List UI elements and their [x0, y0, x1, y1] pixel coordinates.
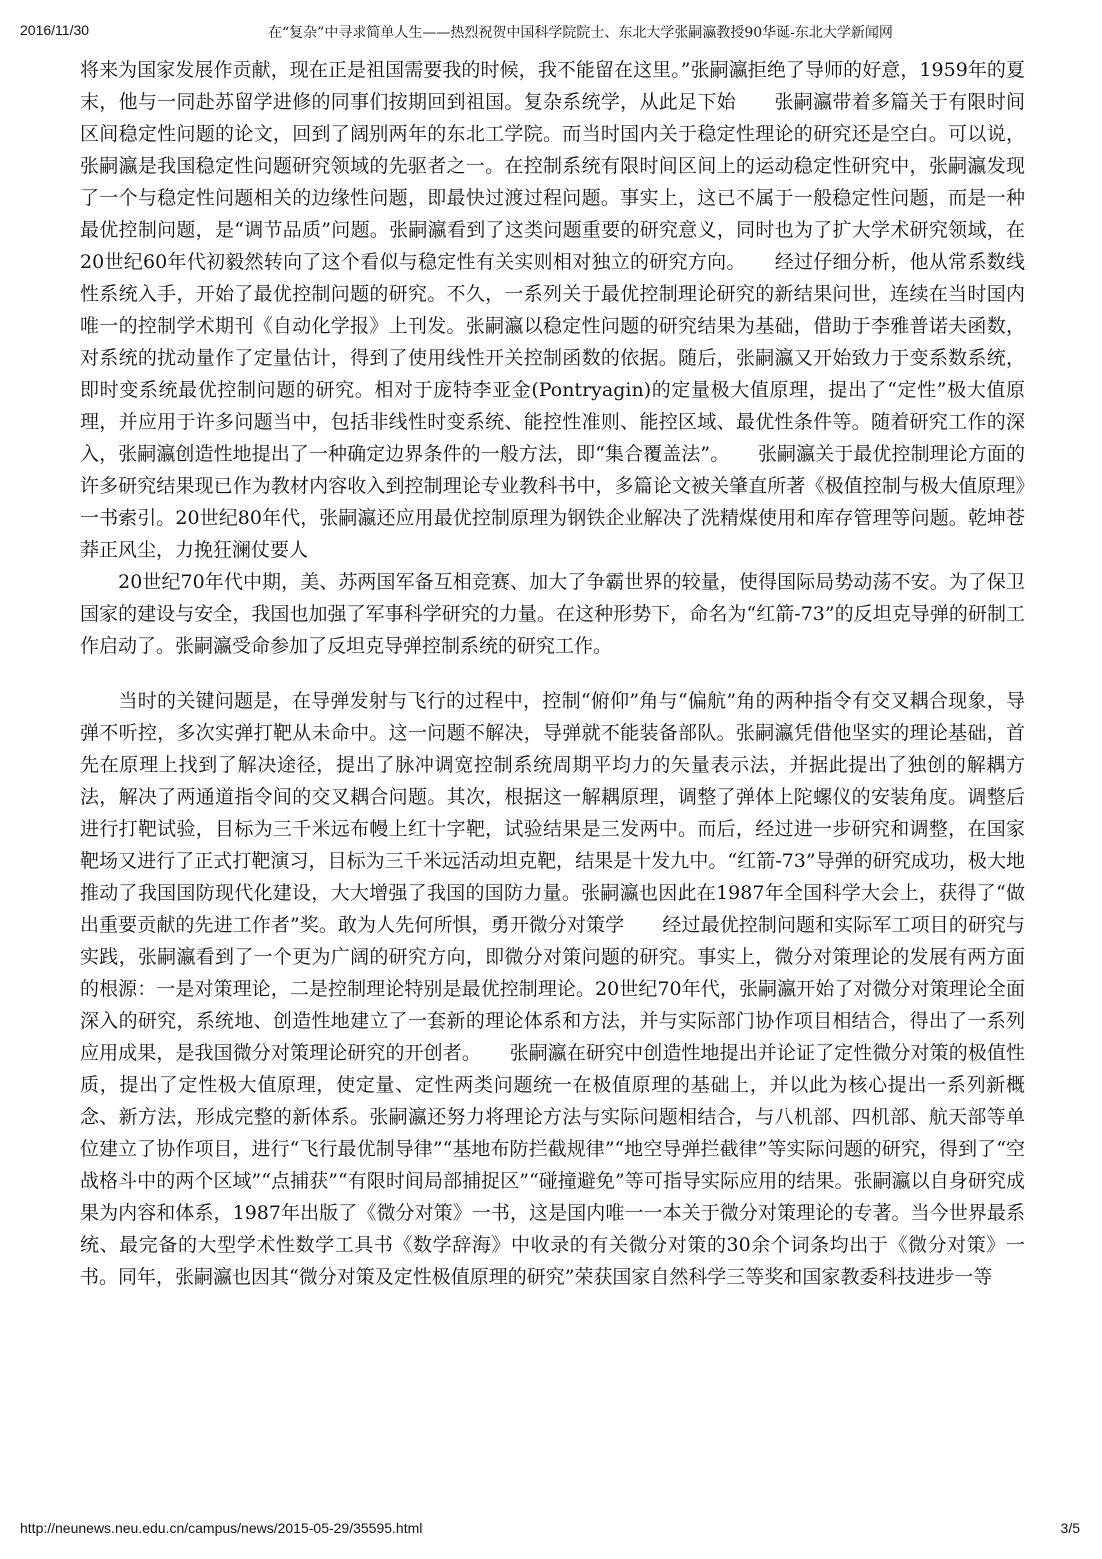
page-url: http://neunews.neu.edu.cn/campus/news/2015-05-29/35595.html: [20, 1520, 423, 1536]
print-date: 2016/11/30: [20, 22, 90, 38]
article-paragraph: 20世纪70年代中期，美、苏两国军备互相竞赛、加大了争霸世界的较量，使得国际局势动荡不安。为了保卫国家的建设与安全，我国也加强了军事科学研究的力量。在这种形势下，命名为“红箭-73”的反坦克导弹的研制工作启动了。张嗣瀛受命参加了反坦克导弹控制系统的研究工作。: [80, 571, 1025, 657]
print-footer: [20, 1520, 1080, 1542]
article-paragraph: 将来为国家发展作贡献，现在正是祖国需要我的时候，我不能留在这里。”张嗣瀛拒绝了导师的好意，1959年的夏末，他与一同赴苏留学进修的同事们按期回到祖国。复杂系统学，从此足下始 张嗣瀛带着多篇关于有限时间区间稳定性问题的论文，回到了阔别两年的东北工学院。而当时国内关于稳定性理论的研究还是空白。可以说，张嗣瀛是我国稳定性问题研究领域的先驱者之一。在控制系统有限时间区间上的运动稳定性研究中，张嗣瀛发现了一个与稳定性问题相关的边缘性问题，即最快过渡过程问题。事实上，这已不属于一般稳定性问题，而是一种最优控制问题，是“调节品质”问题。张嗣瀛看到了这类问题重要的研究意义，同时也为了扩大学术研究领域，在20世纪60年代初毅然转向了这个看似与稳定性有关实则相对独立的研究方向。 经过仔细分析，他从常系数线性系统入手，开始了最优控制问题的研究。不久，一系列关于最优控制理论研究的新结果问世，连续在当时国内唯一的控制学术期刊《自动化学报》上刊发。张嗣瀛以稳定性问题的研究结果为基础，借助于李雅普诺夫函数，对系统的扰动量作了定量估计，得到了使用线性开关控制函数的依据。随后，张嗣瀛又开始致力于变系数系统，即时变系统最优控制问题的研究。相对于庞特李亚金(Pontryagin)的定量极大值原理，提出了“定性”极大值原理，并应用于许多问题当中，包括非线性时变系统、能控性准则、能控区域、最优性条件等。随着研究工作的深入，张嗣瀛创造性地提出了一种确定边界条件的一般方法，即“集合覆盖法”。 张嗣瀛关于最优控制理论方面的许多研究结果现已作为教材内容收入到控制理论专业教科书中，多篇论文被关肇直所著《极值控制与极大值原理》一书索引。20世纪80年代，张嗣瀛还应用最优控制原理为钢铁企业解决了洗精煤使用和库存管理等问题。乾坤苍莽正风尘，力挽狂澜仗要人: [80, 59, 1025, 561]
print-header: [20, 22, 1080, 44]
page-title: 在“复杂”中寻求简单人生——热烈祝贺中国科学院院士、东北大学张嗣瀛教授90华诞-东北大学新闻网: [268, 25, 893, 41]
article-body: [80, 54, 1025, 1293]
page-number: 3/5: [1060, 1520, 1080, 1536]
article-paragraph: 当时的关键问题是，在导弹发射与飞行的过程中，控制“俯仰”角与“偏航”角的两种指令有交叉耦合现象，导弹不听控，多次实弹打靶从未命中。这一问题不解决，导弹就不能装备部队。张嗣瀛凭借他坚实的理论基础，首先在原理上找到了解决途径，提出了脉冲调宽控制系统周期平均力的矢量表示法，并据此提出了独创的解耦方法，解决了两通道指令间的交叉耦合问题。其次，根据这一解耦原理，调整了弹体上陀螺仪的安装角度。调整后进行打靶试验，目标为三千米远布幔上红十字靶，试验结果是三发两中。而后，经过进一步研究和调整，在国家靶场又进行了正式打靶演习，目标为三千米远活动坦克靶，结果是十发九中。“红箭-73”导弹的研究成功，极大地推动了我国国防现代化建设，大大增强了我国的国防力量。张嗣瀛也因此在1987年全国科学大会上，获得了“做出重要贡献的先进工作者”奖。敢为人先何所惧，勇开微分对策学 经过最优控制问题和实际军工项目的研究与实践，张嗣瀛看到了一个更为广阔的研究方向，即微分对策问题的研究。事实上，微分对策理论的发展有两方面的根源：一是对策理论，二是控制理论特别是最优控制理论。20世纪70年代，张嗣瀛开始了对微分对策理论全面深入的研究，系统地、创造性地建立了一套新的理论体系和方法，并与实际部门协作项目相结合，得出了一系列应用成果，是我国微分对策理论研究的开创者。 张嗣瀛在研究中创造性地提出并论证了定性微分对策的极值性质，提出了定性极大值原理，使定量、定性两类问题统一在极值原理的基础上，并以此为核心提出一系列新概念、新方法，形成完整的新体系。张嗣瀛还努力将理论方法与实际问题相结合，与八机部、四机部、航天部等单位建立了协作项目，进行“飞行最优制导律”“基地布防拦截规律”“地空导弹拦截律”等实际问题的研究，得到了“空战格斗中的两个区域”“点捕获”“有限时间局部捕捉区”“碰撞避免”等可指导实际应用的结果。张嗣瀛以自身研究成果为内容和体系，1987年出版了《微分对策》一书，这是国内唯一一本关于微分对策理论的专著。当今世界最系统、最完备的大型学术性数学工具书《数学辞海》中收录的有关微分对策的30余个词条均出于《微分对策》一书。同年，张嗣瀛也因其“微分对策及定性极值原理的研究”荣获国家自然科学三等奖和国家教委科技进步一等: [80, 690, 1025, 1288]
